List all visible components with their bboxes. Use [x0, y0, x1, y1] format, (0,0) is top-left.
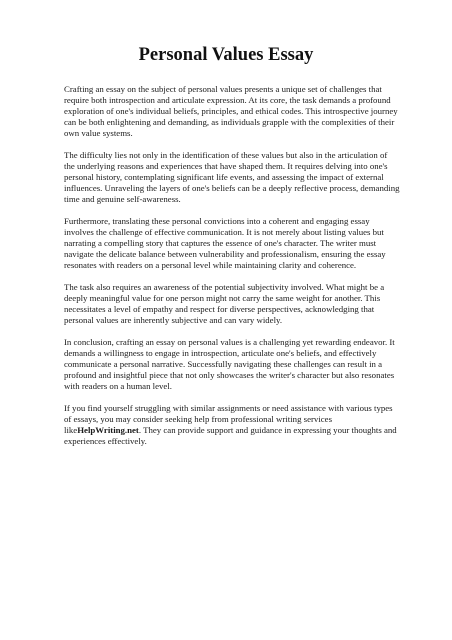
closing-text-after-link: . They can provide support and guidance in expressing your thoughts and experiences effectively. — [64, 424, 397, 447]
helpwriting-link[interactable]: HelpWriting.net — [77, 424, 139, 435]
paragraph-subjectivity: The task also requires an awareness of the potential subjectivity involved. What might be a deeply meaningful value for one person might not carry the same weight for another. This necessitates a level of empathy and respect for diverse perspectives, acknowledging that personal values are inherently subjective and can vary widely. — [64, 281, 385, 326]
essay-body — [64, 84, 400, 458]
paragraph-intro: Crafting an essay on the subject of personal values presents a unique set of challenges that require both introspection and articulate expression. At its core, the task demands a profound exploration of one's individual beliefs, principles, and ethical codes. This introspective journey can be both enlightening and demanding, as individuals grapple with the complexities of their own value systems. — [64, 84, 398, 139]
paragraph-conclusion: In conclusion, crafting an essay on personal values is a challenging yet rewarding endeavor. It demands a willingness to engage in introspection, articulate one's beliefs, and effectively communicate a personal narrative. Successfully navigating these challenges can result in a profound and insightful piece that not only showcases the writer's character but also resonates with readers on a human level. — [64, 336, 395, 392]
closing-text-before-link: If you find yourself struggling with similar assignments or need assistance with various types of essays, you may consider seeking help from professional writing services like — [64, 402, 393, 435]
paragraph-difficulty: The difficulty lies not only in the identification of these values but also in the articulation of the underlying reasons and experiences that have shaped them. It requires delving into one's personal history, contemplating significant life events, and assessing the impact of external influences. Unraveling the layers of one's beliefs can be a deeply reflective process, demanding time and genuine self-awareness. — [64, 149, 400, 205]
paragraph-closing — [64, 403, 400, 447]
page-title: Personal Values Essay — [138, 45, 314, 65]
paragraph-communication: Furthermore, translating these personal convictions into a coherent and engaging essay involves the challenge of effective communication. It is not merely about listing values but narrating a compelling story that captures the essence of one's character. The writer must navigate the delicate balance between vulnerability and professionalism, ensuring the essay resonates with readers on a personal level while maintaining clarity and coherence. — [64, 215, 386, 271]
